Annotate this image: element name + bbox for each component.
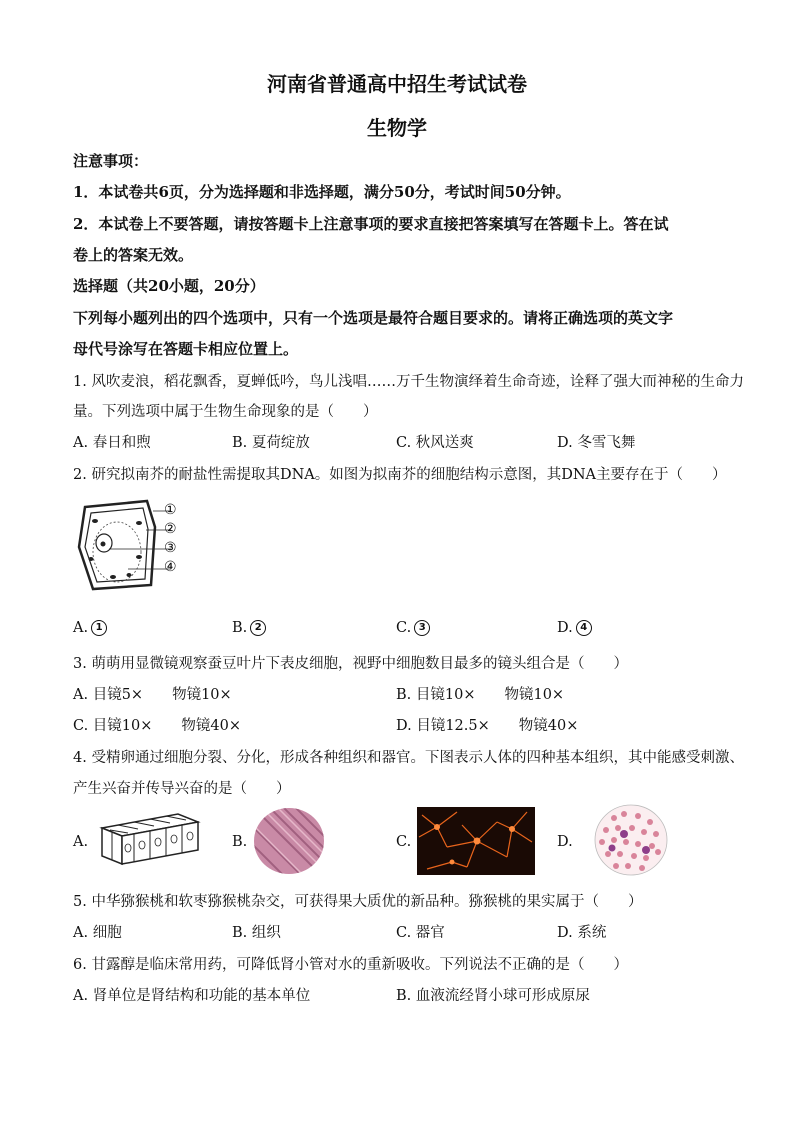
q3-option-a[interactable]: A. 目镜5× 物镜10× <box>73 687 232 703</box>
q5-stem: 5. 中华猕猴桃和软枣猕猴桃杂交，可获得果大质优的新品种。猕猴桃的果实属于（ ） <box>73 894 643 910</box>
q2-option-c-letter: C. <box>396 620 412 636</box>
q1-option-b[interactable]: B. 夏荷绽放 <box>232 435 310 451</box>
notes-item-2-line-1: 2．本试卷上不要答题，请按答题卡上注意事项的要求直接把答案填写在答题卡上。答在试 <box>73 215 669 233</box>
nerve-tissue-image <box>417 807 535 875</box>
q2-option-a-letter: A. <box>73 620 89 636</box>
q2-option-a[interactable] <box>73 620 107 636</box>
section-instruction-line-1: 下列每小题列出的四个选项中，只有一个选项是最符合题目要求的。请将正确选项的英文字 <box>73 309 674 327</box>
q4-option-a[interactable]: A. <box>73 834 89 850</box>
q5-option-d[interactable]: D. 系统 <box>557 925 607 941</box>
q5-option-c[interactable]: C. 器官 <box>396 925 445 941</box>
section-heading: 选择题（共20小题，20分） <box>73 277 265 295</box>
q1-stem-line-1: 1. 风吹麦浪，稻花飘香，夏蝉低吟，鸟儿浅唱……万千生物演绎着生命奇迹，诠释了强大而神秘的生命力 <box>73 374 744 390</box>
cell-label-3: ③ <box>164 540 177 556</box>
q4-option-b[interactable]: B. <box>232 834 248 850</box>
muscle-tissue-image <box>253 807 325 875</box>
q4-stem-line-1: 4. 受精卵通过细胞分裂、分化，形成各种组织和器官。下图表示人体的四种基本组织，其中能感受刺激、 <box>73 750 744 766</box>
q2-option-c-mark: 3 <box>414 620 430 636</box>
q3-option-b[interactable]: B. 目镜10× 物镜10× <box>396 687 565 703</box>
epithelial-tissue-image <box>98 808 202 870</box>
blood-tissue-image <box>594 804 668 876</box>
q2-option-d[interactable] <box>557 620 592 636</box>
q4-option-c[interactable]: C. <box>396 834 412 850</box>
q2-option-d-letter: D. <box>557 620 573 636</box>
cell-label-1: ① <box>164 502 177 518</box>
section-instruction-line-2: 母代号涂写在答题卡相应位置上。 <box>73 340 299 358</box>
cell-label-2: ② <box>164 521 177 537</box>
q4-stem-line-2: 产生兴奋并传导兴奋的是（ ） <box>73 781 291 797</box>
q2-option-b-letter: B. <box>232 620 248 636</box>
q2-option-b[interactable] <box>232 620 266 636</box>
q6-option-b[interactable]: B. 血液流经肾小球可形成原尿 <box>396 988 590 1004</box>
q2-option-a-mark: 1 <box>91 620 107 636</box>
notes-heading: 注意事项： <box>73 152 149 170</box>
notes-item-2-line-2: 卷上的答案无效。 <box>73 246 194 264</box>
q1-stem-line-2: 量。下列选项中属于生物生命现象的是（ ） <box>73 404 378 420</box>
notes-item-1: 1．本试卷共6页，分为选择题和非选择题，满分50分，考试时间50分钟。 <box>73 183 571 201</box>
q5-option-b[interactable]: B. 组织 <box>232 925 281 941</box>
cell-label-4: ④ <box>164 559 177 575</box>
q2-stem: 2. 研究拟南芥的耐盐性需提取其DNA。如图为拟南芥的细胞结构示意图，其DNA主要存在于（ ） <box>73 467 727 483</box>
q5-option-a[interactable]: A. 细胞 <box>73 925 122 941</box>
exam-subject: 生物学 <box>367 116 427 140</box>
q2-option-c[interactable] <box>396 620 430 636</box>
q3-stem: 3. 萌萌用显微镜观察蚕豆叶片下表皮细胞，视野中细胞数目最多的镜头组合是（ ） <box>73 656 628 672</box>
q1-option-a[interactable]: A. 春日和煦 <box>73 435 151 451</box>
q3-option-c[interactable]: C. 目镜10× 物镜40× <box>73 718 241 734</box>
q1-option-d[interactable]: D. 冬雪飞舞 <box>557 435 636 451</box>
q2-option-b-mark: 2 <box>250 620 266 636</box>
q6-stem: 6. 甘露醇是临床常用药，可降低肾小管对水的重新吸收。下列说法不正确的是（ ） <box>73 957 628 973</box>
q6-option-a[interactable]: A. 肾单位是肾结构和功能的基本单位 <box>73 988 311 1004</box>
q4-option-d[interactable]: D. <box>557 834 573 850</box>
q2-option-d-mark: 4 <box>576 620 592 636</box>
q3-option-d[interactable]: D. 目镜12.5× 物镜40× <box>396 718 579 734</box>
q1-option-c[interactable]: C. 秋风送爽 <box>396 435 474 451</box>
exam-title: 河南省普通高中招生考试试卷 <box>267 72 527 96</box>
